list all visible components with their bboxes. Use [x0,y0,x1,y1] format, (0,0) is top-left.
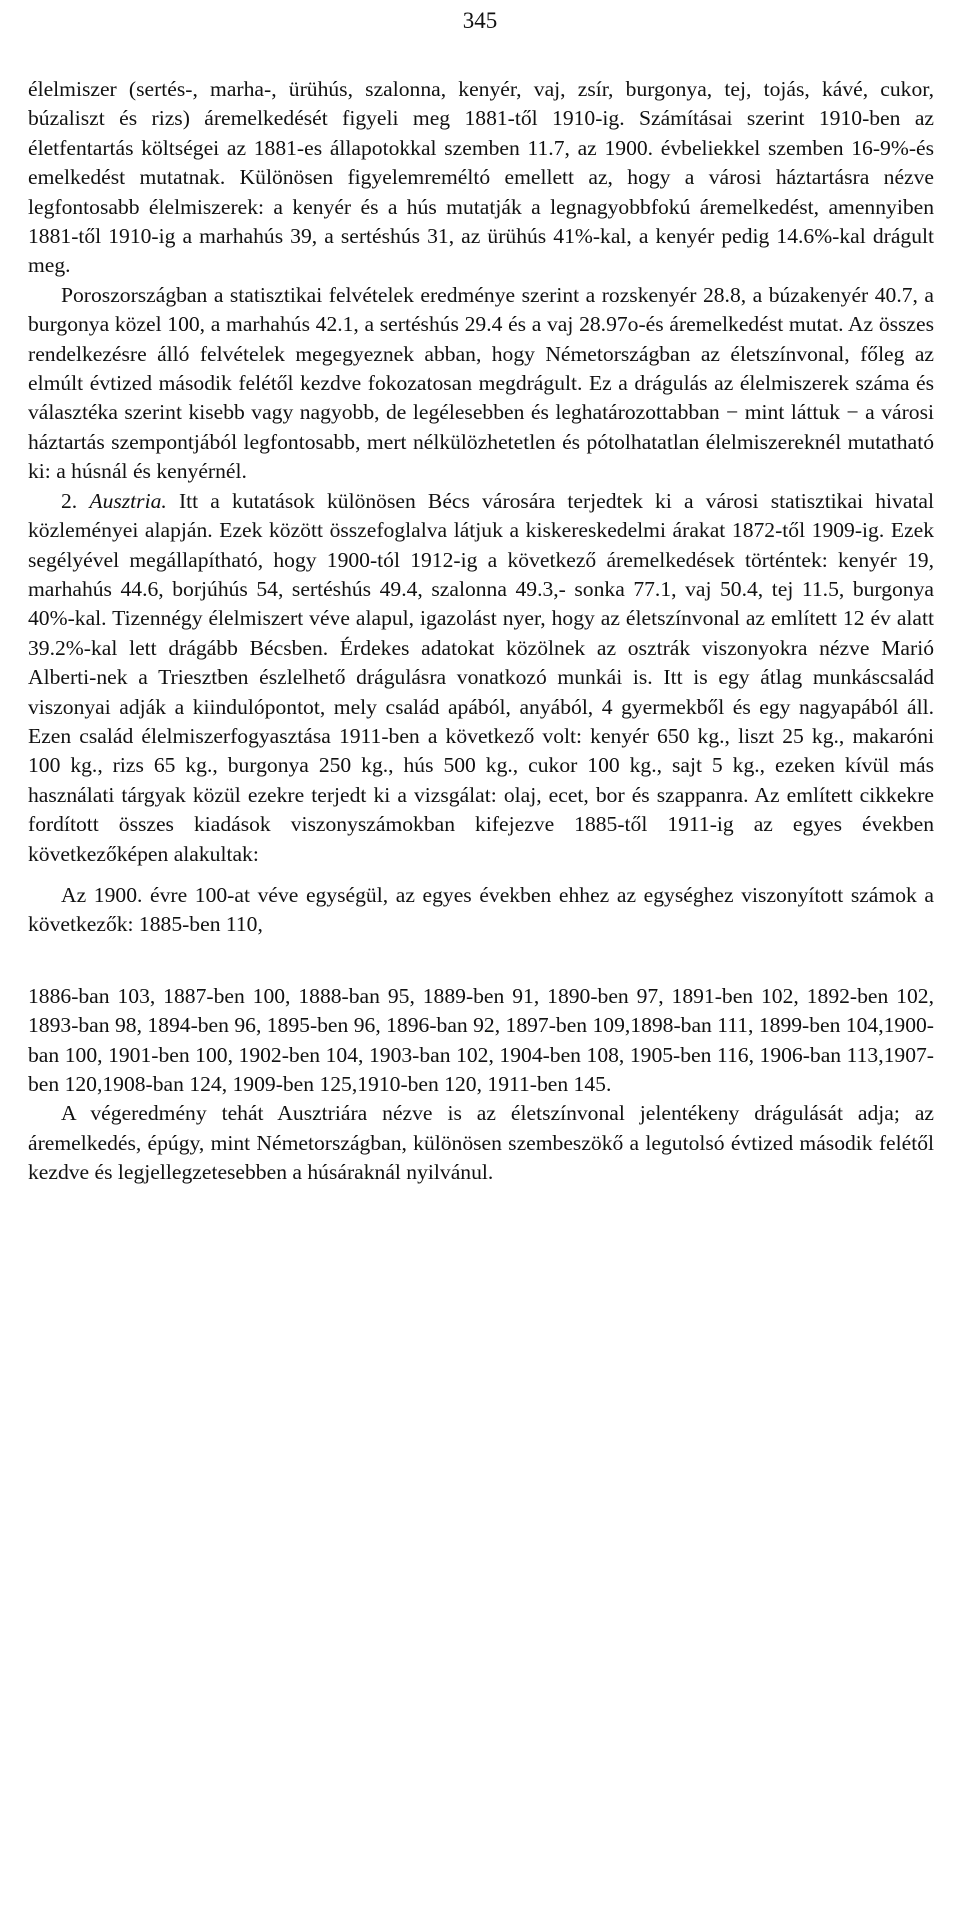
paragraph-austria [28,487,934,869]
page-number: 345 [462,8,498,33]
paragraph-index-intro: Az 1900. évre 100-at véve egységül, az egyes években ehhez az egységhez viszonyított számok a következők: 1885-ben 110, [28,882,934,937]
paragraph-prussia: Poroszországban a statisztikai felvételek eredménye szerint a rozskenyér 28.8, a búzakenyér 40.7, a burgonya közel 100, a marhahús 42.1, a sertéshús 29.4 és a vaj 28.97o-és áremelkedést mutat. Az összes rendelkezésre álló felvételek megegyeznek abban, hogy Németországban az életszínvonal, főleg az elmúlt évtized második felétől kezdve fokozatosan megdrágult. Ez a drágulás az élelmiszerek száma és választéka szerint kisebb vagy nagyobb, de legélesebben és leghatározottabban − mint láttuk − a városi háztartás szempontjából legfontosabb, mert nélkülözhetetlen és pótolhatatlan élelmiszereknél mutatható ki: a húsnál és kenyérnél. [28,282,934,484]
paragraph-conclusion: A végeredmény tehát Ausztriára nézve is az életszínvonal jelentékeny drágulását adja; az áremelkedés, épúgy, mint Németországban, különösen szembeszökő a legutolsó évtized második felétől kezdve és legjellegzetesebben a húsáraknál nyilvánul. [28,1101,934,1185]
section-number: 2. [61,488,78,513]
section-heading: Ausztria. [89,488,167,513]
paragraph-food-prices-germany: élelmiszer (sertés-, marha-, ürühús, szalonna, kenyér, vaj, zsír, burgonya, tej, tojás, kávé, cukor, búzaliszt és rizs) áremelkedését figyeli meg 1881-től 1910-ig. Számításai szerint 1910-ben az életfentartás költségei az 1881-es állapotokkal szemben 11.7, az 1900. évbeliekkel szemben 16-9%-és emelkedést mutatnak. Különösen figyelemreméltó emellett az, hogy a városi háztartásra nézve legfontosabb élelmiszerek: a kenyér és a hús mutatják a legnagyobbfokú áremelkedést, amennyiben 1881-től 1910-ig a marhahús 39, a sertéshús 31, az ürühús 41%-kal, a kenyér pedig 14.6%-kal drágult meg. [28,77,934,278]
page-body [28,75,934,1188]
paragraph-austria-text: Itt a kutatások különösen Bécs városára terjedtek ki a városi statisztikai hivatal közleményei alapján. Ezek között összefoglalva látjuk a kiskereskedelmi árakat 1872-től 1909-ig. Ezek segélyével megállapítható, hogy 1900-tól 1912-ig a következő áremelkedések történtek: kenyér 19, marhahús 44.6, borjúhús 54, sertéshús 49.4, szalonna 49.3,- sonka 77.1, vaj 50.4, tej 11.5, burgonya 40%-kal. Tizennégy élelmiszert véve alapul, igazolást nyer, hogy az életszínvonal az említett 12 év alatt 39.2%-kal lett drágább Bécsben. Érdekes adatokat közölnek az osztrák viszonyokra nézve Marió Alberti-nek a Triesztben észlelhető drágulásra vonatkozó munkái is. Itt is egy átlag munkáscsalád viszonyai adják a kiindulópontot, mely család apából, anyából, 4 gyermekből és egy nagyapából áll. Ezen család élelmiszerfogyasztása 1911-ben a következő volt: kenyér 650 kg., liszt 25 kg., makaróni 100 kg., rizs 65 kg., burgonya 250 kg., hús 500 kg., cukor 100 kg., sajt 5 kg., ezeken kívül más használati tárgyak közül ezekre terjedt ki a vizsgálat: olaj, ecet, bor és szappanra. Az említett cikkekre fordított összes kiadások viszonyszámokban kifejezve 1885-től 1911-ig az egyes években következőképen alakultak: [28,488,934,866]
paragraph-index-values: 1886-ban 103, 1887-ben 100, 1888-ban 95, 1889-ben 91, 1890-ben 97, 1891-ben 102, 1892-ben 102, 1893-ban 98, 1894-ben 96, 1895-ben 96, 1896-ban 92, 1897-ben 109,1898-ban 111, 1899-ben 104,1900-ban 100, 1901-ben 100, 1902-ben 104, 1903-ban 102, 1904-ben 108, 1905-ben 116, 1906-ban 113,1907-ben 120,1908-ban 124, 1909-ben 125,1910-ben 120, 1911-ben 145. [28,983,934,1096]
